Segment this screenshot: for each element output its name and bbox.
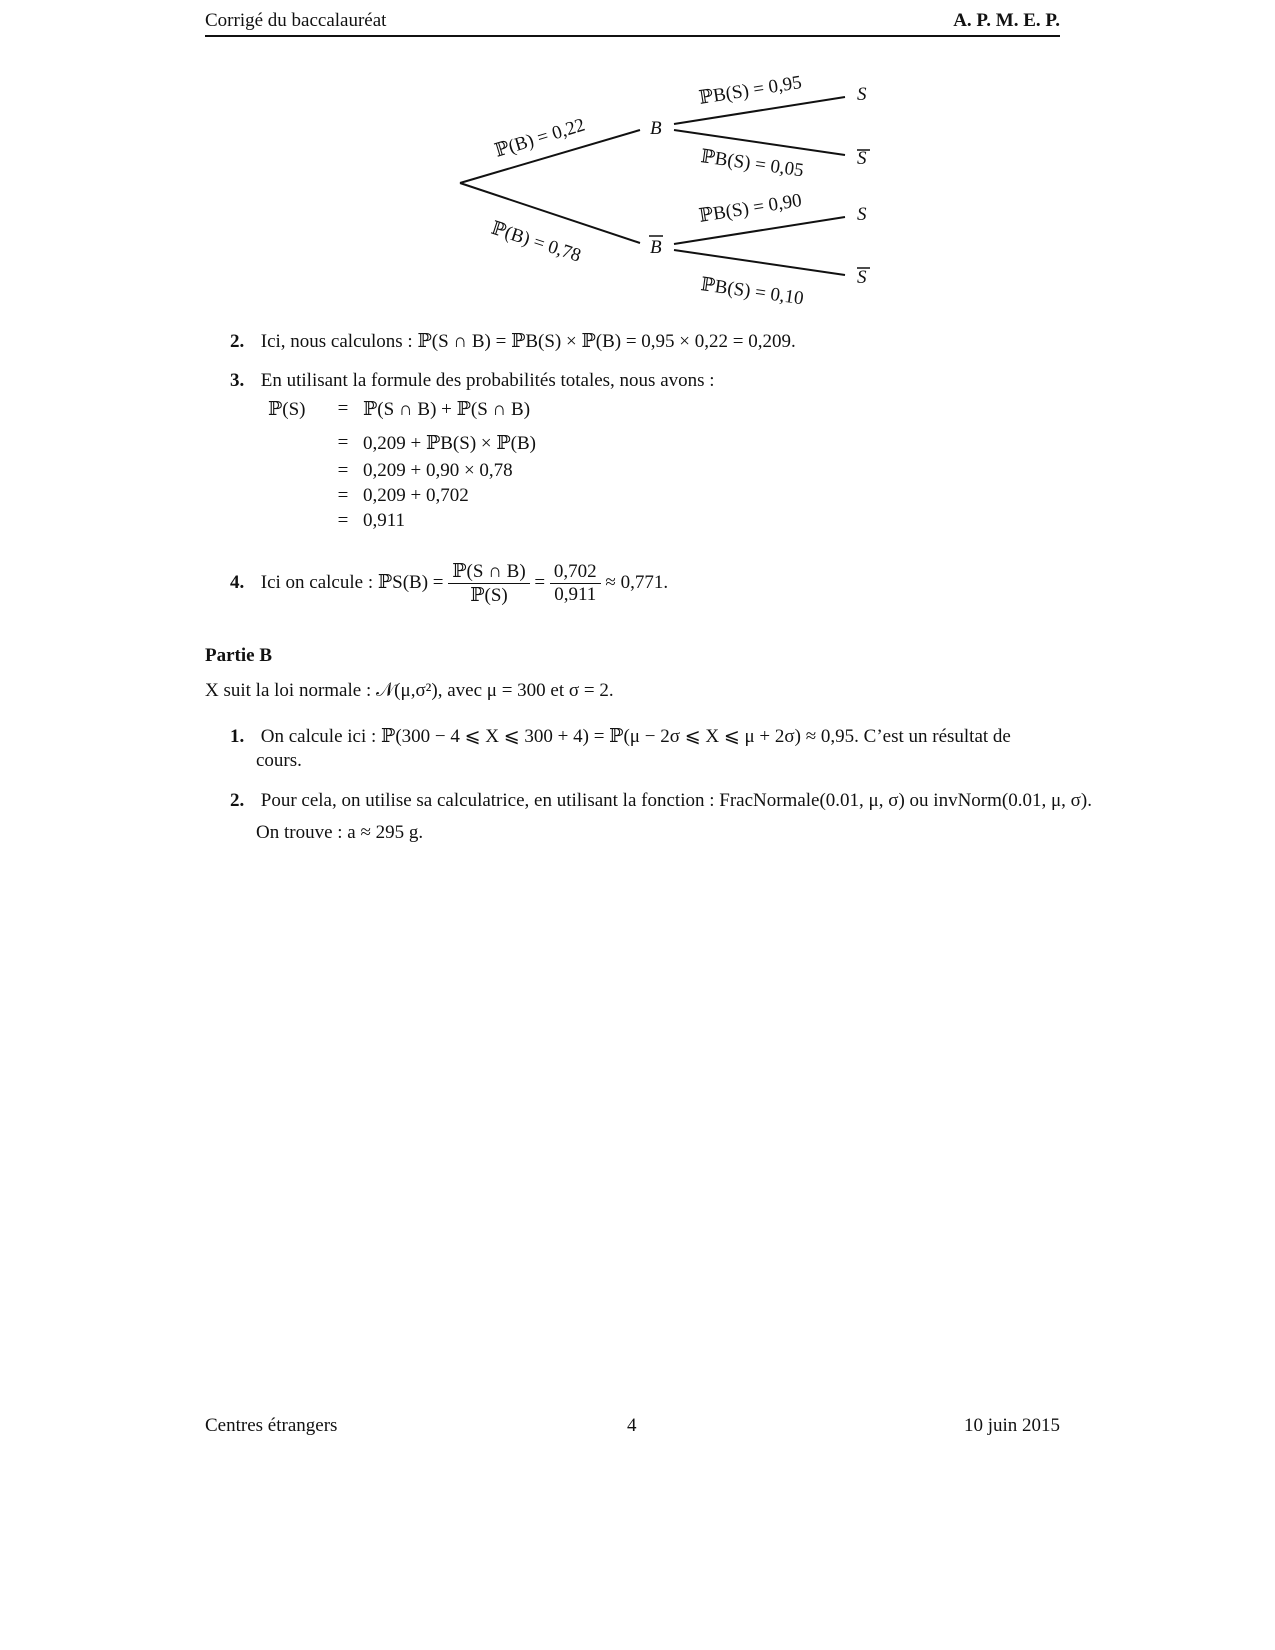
question-4-text: Ici on calcule : ℙS(B) = xyxy=(260,571,444,593)
question-2-number: 2. xyxy=(230,331,245,352)
fraction-1 xyxy=(448,560,529,607)
question-4 xyxy=(230,560,668,607)
label-p-b: ℙ(B) = 0,22 xyxy=(492,114,588,162)
eq-row-3: 0,209 + 0,90 × 0,78 xyxy=(363,460,513,481)
question-3 xyxy=(230,370,715,392)
partie-b-question-2 xyxy=(230,790,1092,812)
partie-b-question-2-line-1: Pour cela, on utilise sa calculatrice, en utilisant la fonction : FracNormale(0.01, μ, σ) ou invNorm(0.01, μ, σ). xyxy=(260,790,1092,811)
partie-b-question-1-number: 1. xyxy=(230,726,245,747)
fraction-2-numerator: 0,702 xyxy=(550,561,601,584)
label-pbbar-s: ℙB(S) = 0,90 xyxy=(697,189,804,227)
probability-tree xyxy=(0,0,1275,320)
fraction-1-denominator: ℙ(S) xyxy=(470,585,508,606)
equals-sign: = xyxy=(534,571,546,593)
branch-b-sbar xyxy=(674,130,845,155)
eq-row-1: ℙ(S ∩ B) + ℙ(S ∩ B) xyxy=(363,399,531,420)
question-2-text: Ici, nous calculons : ℙ(S ∩ B) = ℙB(S) × ℙ(B) = 0,95 × 0,22 = 0,209. xyxy=(260,331,796,352)
partie-b-question-1 xyxy=(230,725,1011,748)
label-pb-sbar: ℙB(S) = 0,05 xyxy=(699,146,805,182)
section-title-partie-b: Partie B xyxy=(205,645,273,666)
leaf-sbar-2: S xyxy=(857,267,867,288)
partie-b-question-1-line-2: cours. xyxy=(256,750,302,771)
eq-sign-2: = xyxy=(337,432,349,453)
partie-b-intro: X suit la loi normale : 𝒩(μ,σ²), avec μ = 300 et σ = 2. xyxy=(205,680,614,701)
eq-sign-4: = xyxy=(337,485,349,506)
footer-page-number: 4 xyxy=(627,1415,637,1436)
partie-b-question-2-line-2: On trouve : a ≈ 295 g. xyxy=(256,822,424,843)
footer-right: 10 juin 2015 xyxy=(963,1415,1060,1436)
header-left: Corrigé du baccalauréat xyxy=(205,10,387,31)
label-pb-s: ℙB(S) = 0,95 xyxy=(697,71,804,109)
partie-b-question-2-number: 2. xyxy=(230,790,245,811)
label-p-bbar: ℙ(B) = 0,78 xyxy=(488,217,584,267)
leaf-sbar-1: S xyxy=(857,148,867,169)
question-4-result: ≈ 0,771. xyxy=(605,571,669,593)
label-pbbar-sbar: ℙB(S) = 0,10 xyxy=(699,274,805,310)
total-probability-derivation xyxy=(268,398,768,538)
eq-row-5: 0,911 xyxy=(363,510,406,531)
branch-bbar-sbar xyxy=(674,250,845,275)
question-2 xyxy=(230,330,796,353)
fraction-1-numerator: ℙ(S ∩ B) xyxy=(448,560,529,584)
fraction-2 xyxy=(550,561,601,606)
eq-sign-5: = xyxy=(337,510,349,531)
eq-row-4: 0,209 + 0,702 xyxy=(363,485,469,506)
question-3-number: 3. xyxy=(230,370,245,391)
eq-sign-1: = xyxy=(337,398,349,419)
footer-left: Centres étrangers xyxy=(205,1415,338,1436)
eq-sign-3: = xyxy=(337,460,349,481)
eq-row-2: 0,209 + ℙB(S) × ℙ(B) xyxy=(363,433,536,454)
question-3-intro: En utilisant la formule des probabilités totales, nous avons : xyxy=(260,370,715,391)
branch-root-bbar xyxy=(460,183,640,243)
leaf-s-2: S xyxy=(857,204,867,225)
question-4-number: 4. xyxy=(230,571,245,593)
header-right: A. P. M. E. P. xyxy=(953,10,1060,31)
node-b: B xyxy=(650,118,662,139)
fraction-2-denominator: 0,911 xyxy=(554,584,597,605)
partie-b-question-1-line-1: On calcule ici : ℙ(300 − 4 ⩽ X ⩽ 300 + 4) = ℙ(μ − 2σ ⩽ X ⩽ μ + 2σ) ≈ 0,95. C’est un résultat de xyxy=(260,726,1011,747)
node-bbar: B xyxy=(650,237,662,258)
leaf-s-1: S xyxy=(857,84,867,105)
eq-lhs: ℙ(S) xyxy=(268,399,306,420)
